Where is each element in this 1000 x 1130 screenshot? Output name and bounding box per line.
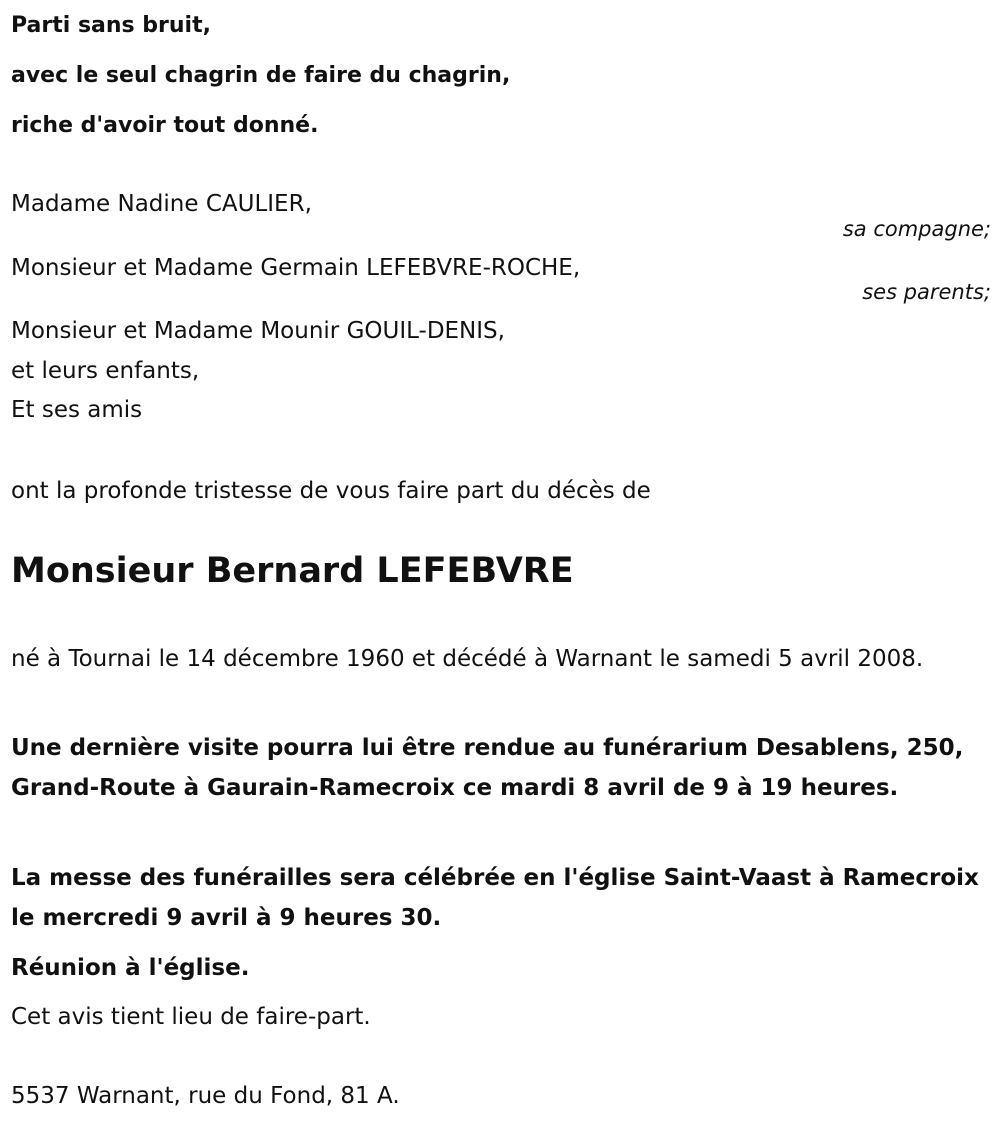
others-children: et leurs enfants, [11,358,200,384]
parents-name: Monsieur et Madame Germain LEFEBVRE-ROCHE, [11,255,581,281]
others-name: Monsieur et Madame Mounir GOUIL-DENIS, [11,318,505,344]
partner-relation: sa compagne; [842,217,991,241]
poem-line-1: Parti sans bruit, [11,13,211,38]
poem-line-3: riche d'avoir tout donné. [11,113,319,138]
visit-info: Une dernière visite pourra lui être rendue au funérarium Desablens, 250, Grand-Route à Gaurain-Ramecroix ce mardi 8 avril de 9 à 19 heures. [11,735,964,801]
notice-text: Cet avis tient lieu de faire-part. [11,1004,371,1030]
deceased-name: Monsieur Bernard LEFEBVRE [11,551,574,591]
address: 5537 Warnant, rue du Fond, 81 A. [11,1083,400,1109]
birth-death-info: né à Tournai le 14 décembre 1960 et décédé à Warnant le samedi 5 avril 2008. [11,646,924,672]
poem-line-2: avec le seul chagrin de faire du chagrin, [11,63,511,88]
friends: Et ses amis [11,397,143,423]
parents-relation: ses parents; [862,280,991,304]
announcement: ont la profonde tristesse de vous faire part du décès de [11,478,651,504]
mass-info: La messe des funérailles sera célébrée en l'église Saint-Vaast à Ramecroix le mercredi 9 avril à 9 heures 30. [11,865,979,931]
partner-name: Madame Nadine CAULIER, [11,191,312,217]
meeting-info: Réunion à l'église. [11,955,250,981]
